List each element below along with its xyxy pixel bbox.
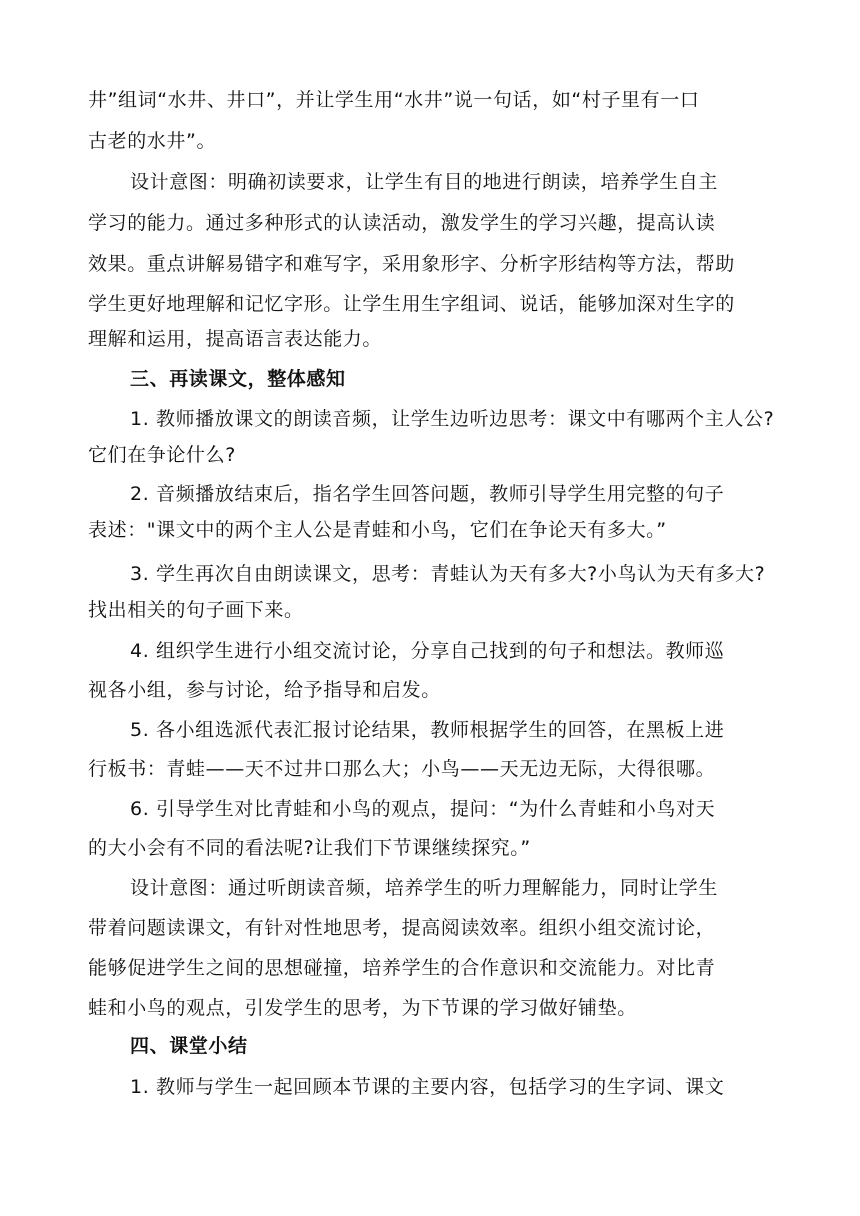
text-line: 行板书：青蛙——天不过井口那么大；小鸟——天无边无际，大得很哪。	[88, 758, 716, 780]
text-line: 理解和运用，提高语言表达能力。	[88, 328, 383, 350]
list-item-line: 1. 教师播放课文的朗读音频，让学生边听边思考：课文中有哪两个主人公?	[130, 408, 775, 430]
text-line: 的大小会有不同的看法呢?让我们下节课继续探究。”	[88, 837, 531, 859]
text-line: 它们在争论什么?	[88, 444, 236, 466]
list-item-line: 3. 学生再次自由朗读课文，思考：青蛙认为天有多大?小鸟认为天有多大?	[130, 563, 766, 585]
text-line: 学习的能力。通过多种形式的认读活动，激发学生的学习兴趣，提高认读	[88, 212, 716, 234]
text-line: 学生更好地理解和记忆字形。让学生用生字组词、说话，能够加深对生字的	[88, 293, 735, 315]
text-line: 古老的水井”。	[88, 130, 217, 152]
text-line: 能够促进学生之间的思想碰撞，培养学生的合作意识和交流能力。对比青	[88, 957, 716, 979]
list-item-line: 4. 组织学生进行小组交流讨论，分享自己找到的句子和想法。教师巡	[130, 640, 725, 662]
list-item-line: 5. 各小组选派代表汇报讨论结果，教师根据学生的回答，在黑板上进	[130, 719, 725, 741]
text-line: 带着问题读课文，有针对性地思考，提高阅读效率。组织小组交流讨论，	[88, 917, 716, 939]
section-heading: 三、再读课文，整体感知	[130, 368, 346, 390]
text-line: 井”组词“水井、井口”，并让学生用“水井”说一句话，如“村子里有一口	[88, 89, 700, 111]
text-line: 视各小组，参与讨论，给予指导和启发。	[88, 679, 441, 701]
paragraph-line: 设计意图：明确初读要求，让学生有目的地进行朗读，培养学生自主	[130, 171, 719, 193]
text-line: 蛙和小鸟的观点，引发学生的思考，为下节课的学习做好铺垫。	[88, 997, 637, 1019]
list-item-line: 6. 引导学生对比青蛙和小鸟的观点，提问：“为什么青蛙和小鸟对天	[130, 798, 716, 820]
list-item-line: 1. 教师与学生一起回顾本节课的主要内容，包括学习的生字词、课文	[130, 1076, 725, 1098]
text-line: 找出相关的句子画下来。	[88, 599, 304, 621]
list-item-line: 2. 音频播放结束后，指名学生回答问题，教师引导学生用完整的句子	[130, 483, 725, 505]
paragraph-line: 设计意图：通过听朗读音频，培养学生的听力理解能力，同时让学生	[130, 877, 719, 899]
text-line: 效果。重点讲解易错字和难写字，采用象形字、分析字形结构等方法，帮助	[88, 253, 735, 275]
section-heading: 四、课堂小结	[130, 1035, 248, 1057]
text-line: 表述："课文中的两个主人公是青蛙和小鸟，它们在争论天有多大。”	[88, 519, 667, 541]
